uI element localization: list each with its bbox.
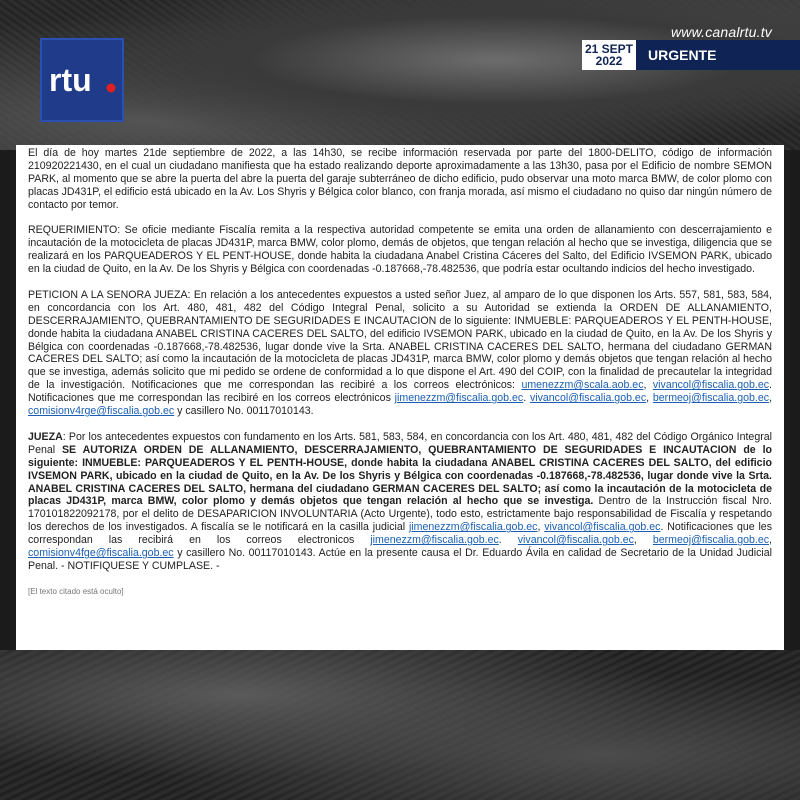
email-link[interactable]: jimenezzm@fiscalia.gob.ec [394, 392, 524, 405]
separator: , [633, 534, 653, 547]
separator: , [646, 392, 653, 405]
date-year: 2022 [595, 54, 623, 68]
email-link[interactable]: vivancol@fiscalia.gob.ec [529, 392, 647, 405]
rtu-logo-mark [47, 60, 117, 100]
separator: , [769, 392, 773, 405]
email-link[interactable]: umenezzm@scala.aob.ec [521, 379, 644, 392]
rtu-logo [40, 38, 124, 122]
peticion-text: PETICION A LA SENORA JUEZA: En relación a los antecedentes expuestos a usted señor Juez, al amparo de lo que disponen los Arts. 557, 581, 583, 584, en concordancia con los Art. 480, 481, 482 del Código Integral Penal, solicito a su Autoridad se extienda la ORDEN DE ALLANAMIENTO, DESCERRAJAMIENTO, QUEBRANTAMIENTO DE SEGURIDADES E INCAUTACION de lo siguiente: INMUEBLE: PARQUEADEROS Y EL PENTH-HOUSE, donde habita la ciudadana ANABEL CRISTINA CACERES DEL SALTO, del edificio IVSEMON PARK, ubicado en la ciudad de Quito, en la Av. De los Shyris y Bélgica con coordenadas -0.187668,-78.482536, lugar donde vive la Srta. ANABEL CRISTINA CACERES DEL SALTO, hermana del ciudadano GERMAN CACERES DEL SALTO; así como la incautación de la motocicleta de placas JD431P, marca BMW, color plomo y demás objetos que tengan relación al hecho que se investiga, además solicito que mi pedido se ordene de conformidad a lo que dispone el Art. 490 del COIP, con la finalidad de precautelar la integridad de la investigación. Notificaciones que me correspondan las recibiré a los correos electrónicos: [28, 288, 772, 392]
date-banner [582, 40, 800, 70]
paragraph-requerimiento: REQUERIMIENTO: Se oficie mediante Fiscalía remita a la respectiva autoridad competente se emita una orden de allanamiento con descerrajamiento e incautación de la motocicleta de placas JD431P, marca BMW, color plomo, demás de objetos, que tengan relación al hecho que se investiga, diligencia que se realizará en los PARQUEADEROS Y EL PENT-HOUSE, donde habita la ciudadana Anabel Cristina Cáceres del Salto, del Edificio IVSEMON PARK, ubicado en la ciudad de Quito, en la Av. De los Shyris y Bélgica con coordenadas -0.187668,-78.482536, que podría estar ocultando indicios del hecho investigado. [28, 224, 772, 276]
email-link[interactable]: vivancol@fiscalia.gob.ec [652, 379, 770, 392]
document-sheet [16, 145, 784, 650]
paragraph-peticion [28, 289, 772, 418]
footer-background [0, 650, 800, 800]
paragraph-report: El día de hoy martes 21de septiembre de 2022, a las 14h30, se recibe información reservada por parte del 1800-DELITO, código de información 210920221430, en el cual un ciudadano manifiesta que ha estado realizando deporte aproximadamente a las 13h30, pasa por el Edificio de nombre SEMON PARK, al momento que se abre la puerta del abre la puerta del garaje subterráneo de dicho edificio, pudo observar una moto marca BMW, de color plomo con placas JD431P, el edificio está ubicado en la Av. Los Shyris y Bélgica color blanco, con franja morada, así mismo el ciudadano no quiso dar ningún número de contacto por temor. [28, 147, 772, 211]
email-link[interactable]: bermeoj@fiscalia.gob.ec [652, 392, 770, 405]
jueza-order: SE AUTORIZA ORDEN DE ALLANAMIENTO, DESCERRAJAMIENTO, QUEBRANTAMIENTO DE SEGURIDADES E INCAUTACION de lo siguiente: INMUEBLE: PARQUEADEROS Y EL PENTH-HOUSE, donde habita la ciudadana ANABEL CRISTINA CACERES DEL SALTO, del edificio IVSEMON PARK, ubicado en la ciudad de Quito, en la Av. De los Shyris y Bélgica con coordenadas -0.187668,-78.482536, lugar donde vive la Srta. ANABEL CRISTINA CACERES DEL SALTO, hermana del ciudadano GERMAN CACERES DEL SALTO; así como la incautación de la motocicleta de placas JD431P, marca BMW, color plomo y demás objetos que tengan relación al hecho que se investiga. [28, 443, 772, 508]
email-link[interactable]: vivancol@fiscalia.gob.ec [544, 521, 661, 534]
jueza-text: : Por los antecedentes expuestos con fundamento en los Arts. 581, 583, 584, en concordancia con los Art. 480, 481, 482 del Código Orgánico Integral Penal [28, 430, 772, 456]
urgent-tag: URGENTE [636, 40, 800, 70]
date-box [582, 40, 636, 70]
email-link[interactable]: jimenezzm@fiscalia.gob.ec [370, 534, 499, 547]
date-day-month: 21 SEPT [584, 42, 634, 56]
peticion-mid-text: . Notificaciones que me correspondan las recibiré en los correos electrónicos [28, 379, 772, 405]
email-link[interactable]: vivancol@fiscalia.gob.ec [517, 534, 634, 547]
separator: , [769, 534, 772, 547]
site-url: www.canalrtu.tv [670, 24, 772, 40]
jueza-end-text: y casillero No. 00117010143. Actúe en la presente causa el Dr. Eduardo Ávila en calidad de Secretario de la Unidad Judicial Penal. - NOTIFIQUESE Y CUMPLASE. - [28, 547, 772, 572]
jueza-text: Dentro de la Instrucción fiscal Nro. 170101822092178, por el delito de DESAPARICION INVOLUNTARIA (Acto Urgente), todo esto, estrictamente bajo responsabilidad de Fiscalía y respetando los derechos de los investigados. A fiscalía se le notificará en la casilla judicial [28, 495, 772, 534]
logo-red-dot [107, 84, 116, 93]
jueza-label: JUEZA [28, 430, 63, 443]
paragraph-jueza [28, 431, 772, 573]
hidden-quote-note[interactable]: [El texto citado está oculto] [28, 586, 124, 596]
separator: , [537, 521, 545, 534]
peticion-end-text: y casillero No. 00117010143. [174, 405, 314, 418]
email-link[interactable]: comisionv4rge@fiscalia.gob.ec [28, 405, 175, 418]
separator: . [523, 392, 530, 405]
jueza-text: . Notificaciones que les correspondan las recibirá en los correos electronicos [28, 521, 772, 547]
email-link[interactable]: bermeoj@fiscalia.gob.ec [652, 534, 770, 547]
email-link[interactable]: comisionv4fge@fiscalia.gob.ec [28, 547, 174, 560]
email-link[interactable]: jimenezzm@fiscalia.gob.ec [408, 521, 538, 534]
separator: . [498, 534, 518, 547]
rtu-logo-text: rtu [49, 62, 92, 98]
separator: , [643, 379, 653, 392]
